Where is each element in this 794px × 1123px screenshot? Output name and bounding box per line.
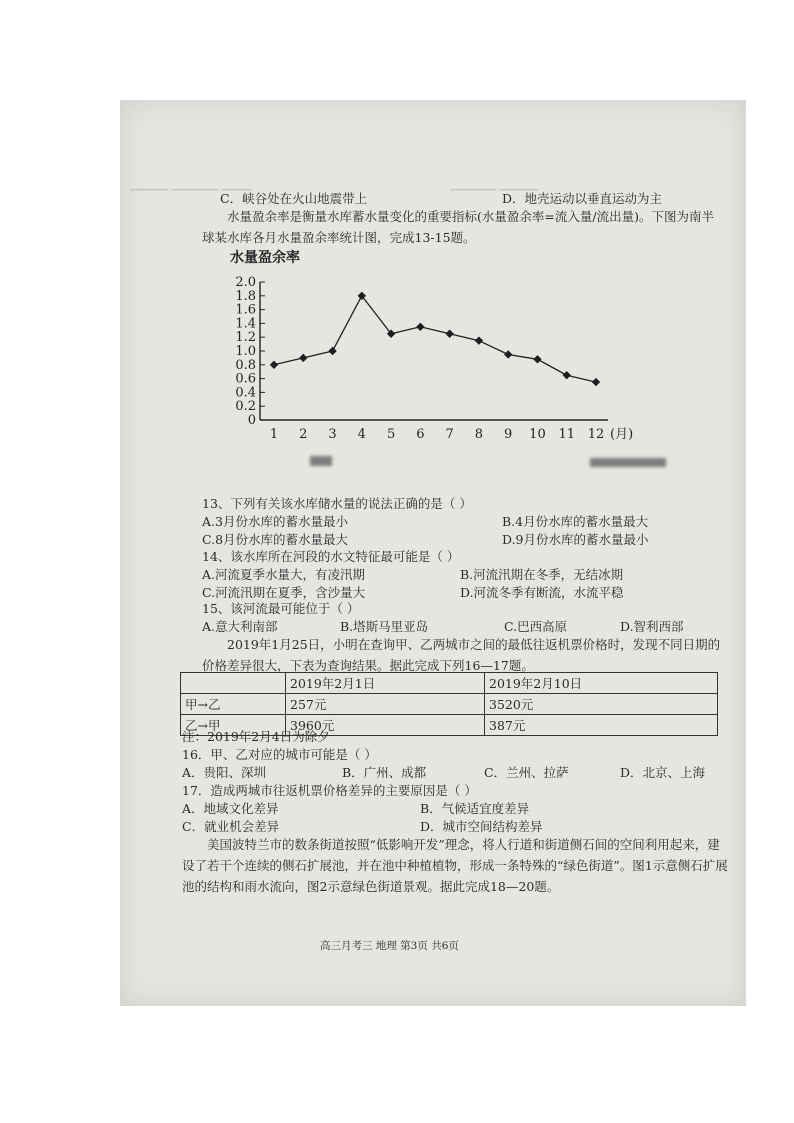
intro-16-17: 2019年1月25日，小明在查询甲、乙两城市之间的最低往返机票价格时，发现不同日期的价格差异很大，下表为查询结果。据此完成下列16—17题。 (202, 637, 721, 673)
q17-option-b: B．气候适宜度差异 (420, 801, 530, 816)
q16-option-d: D．北京、上海 (620, 765, 706, 780)
q17-option-d: D．城市空间结构差异 (420, 819, 543, 834)
x-tick-label: 9 (504, 427, 513, 442)
x-tick-label: 4 (357, 427, 366, 442)
q17-stem: 17．造成两城市往返机票价格差异的主要原因是（ ） (182, 783, 477, 798)
q15-stem: 15、该河流最可能位于（ ） (202, 601, 360, 616)
x-tick-label: 8 (474, 427, 484, 442)
q16-option-a: A．贵阳、深圳 (182, 765, 267, 780)
data-point-diamond (533, 355, 541, 363)
table-header-cell: 2019年2月1日 (286, 673, 485, 694)
table-cell: 乙→甲 (181, 715, 286, 736)
data-point-diamond (416, 323, 424, 331)
q16-option-b: B．广州、成都 (342, 765, 427, 780)
data-point-diamond (592, 378, 600, 386)
bleed-through-text: ▁▁▁▁▁▁ ▁▁▁▁▁ (450, 180, 538, 191)
y-tick-label: 0.6 (235, 371, 256, 387)
exam-page-photo (120, 100, 746, 1006)
x-tick-label: 7 (445, 427, 454, 442)
series-line (274, 296, 596, 382)
data-point-diamond (504, 350, 512, 358)
data-point-diamond (445, 330, 453, 338)
x-tick-label: 2 (299, 427, 308, 442)
y-tick-label: 1.4 (235, 316, 256, 332)
q14-option-d: D.河流冬季有断流，水流平稳 (460, 585, 624, 600)
q14-option-b: B.河流汛期在冬季，无结冰期 (460, 567, 624, 582)
table-cell: 3960元 (286, 715, 485, 736)
q15-option-c: C.巴西高原 (504, 619, 568, 634)
data-point-diamond (328, 347, 336, 355)
x-tick-label: 12 (587, 427, 605, 442)
option-d-prev: D．地壳运动以垂直运动为主 (502, 191, 663, 206)
y-tick-label: 2.0 (235, 275, 256, 290)
q15-option-b: B.塔斯马里亚岛 (340, 619, 429, 634)
y-tick-label: 0.4 (235, 385, 256, 401)
redaction-mark (590, 458, 666, 467)
x-tick-label: 1 (269, 427, 279, 442)
q15-option-a: A.意大利南部 (202, 619, 278, 634)
ticket-price-table (180, 672, 718, 736)
y-tick-label: 1.6 (235, 302, 256, 318)
x-tick-label: 11 (558, 427, 576, 442)
q13-option-c: C.8月份水库的蓄水量最大 (202, 532, 349, 547)
y-tick-label: 1.0 (235, 344, 256, 359)
table-cell: 3520元 (485, 694, 718, 715)
data-point-diamond (475, 336, 483, 344)
table-header-row (181, 673, 718, 694)
q13-option-d: D.9月份水库的蓄水量最小 (502, 532, 649, 547)
q17-option-a: A．地域文化差异 (182, 801, 279, 816)
intro-18-20: 美国波特兰市的数条街道按照“低影响开发”理念，将人行道和街道侧石间的空间利用起来，建设了若干个连续的侧石扩展池，并在池中种植植物，形成一条特殊的“绿色街道”。图1示意侧石扩展池的结构和雨水流向，图2示意绿色街道景观。据此完成18—20题。 (182, 837, 728, 894)
x-tick-label: 6 (416, 427, 425, 442)
table-cell: 257元 (286, 694, 485, 715)
table-cell: 甲→乙 (181, 694, 286, 715)
data-point-diamond (299, 354, 307, 362)
q13-stem: 13、下列有关该水库储水量的说法正确的是（ ） (202, 496, 472, 511)
y-tick-label: 0.2 (235, 399, 256, 415)
x-axis-label: (月) (610, 427, 634, 442)
option-c-prev: C．峡谷处在火山地震带上 (220, 191, 368, 206)
x-tick-label: 3 (328, 427, 337, 442)
q16-option-c: C．兰州、拉萨 (484, 765, 569, 780)
data-point-diamond (270, 361, 278, 369)
table-header-cell: 2019年2月10日 (485, 673, 718, 694)
y-tick-label: 0.8 (235, 357, 256, 373)
q14-option-a: A.河流夏季水量大，有凌汛期 (202, 567, 366, 582)
intro-13-15: 水量盈余率是衡量水库蓄水量变化的重要指标(水量盈余率=流入量/流出量)。下图为南半球某水库各月水量盈余率统计图，完成13-15题。 (202, 209, 714, 245)
q13-option-a: A.3月份水库的蓄水量最小 (202, 514, 348, 529)
q17-option-c: C．就业机会差异 (182, 819, 280, 834)
y-tick-label: 1.2 (235, 330, 256, 346)
chart-title: 水量盈余率 (230, 250, 300, 266)
q14-stem: 14、该水库所在河段的水文特征最可能是（ ） (202, 549, 460, 564)
table-row (181, 694, 718, 715)
redaction-mark (310, 456, 332, 466)
x-tick-label: 5 (386, 427, 396, 442)
bleed-through-text: ▁▁▁▁▁ ▁▁▁▁▁▁ ▁▁▁▁ (130, 180, 252, 191)
x-tick-label: 10 (529, 427, 546, 442)
y-tick-label: 0 (247, 413, 256, 428)
q16-stem: 16．甲、乙对应的城市可能是（ ） (182, 747, 377, 762)
water-surplus-line-chart (216, 248, 656, 448)
table-cell: 387元 (485, 715, 718, 736)
page-footer: 高三月考三 地理 第3页 共6页 (320, 940, 459, 952)
q15-option-d: D.智利西部 (620, 619, 684, 634)
table-note: 注：2019年2月4日为除夕 (182, 729, 330, 744)
data-point-diamond (563, 371, 571, 379)
table-header-cell (181, 673, 286, 694)
q14-option-c: C.河流汛期在夏季，含沙量大 (202, 585, 366, 600)
y-tick-label: 1.8 (235, 288, 256, 304)
q13-option-b: B.4月份水库的蓄水量最大 (502, 514, 649, 529)
